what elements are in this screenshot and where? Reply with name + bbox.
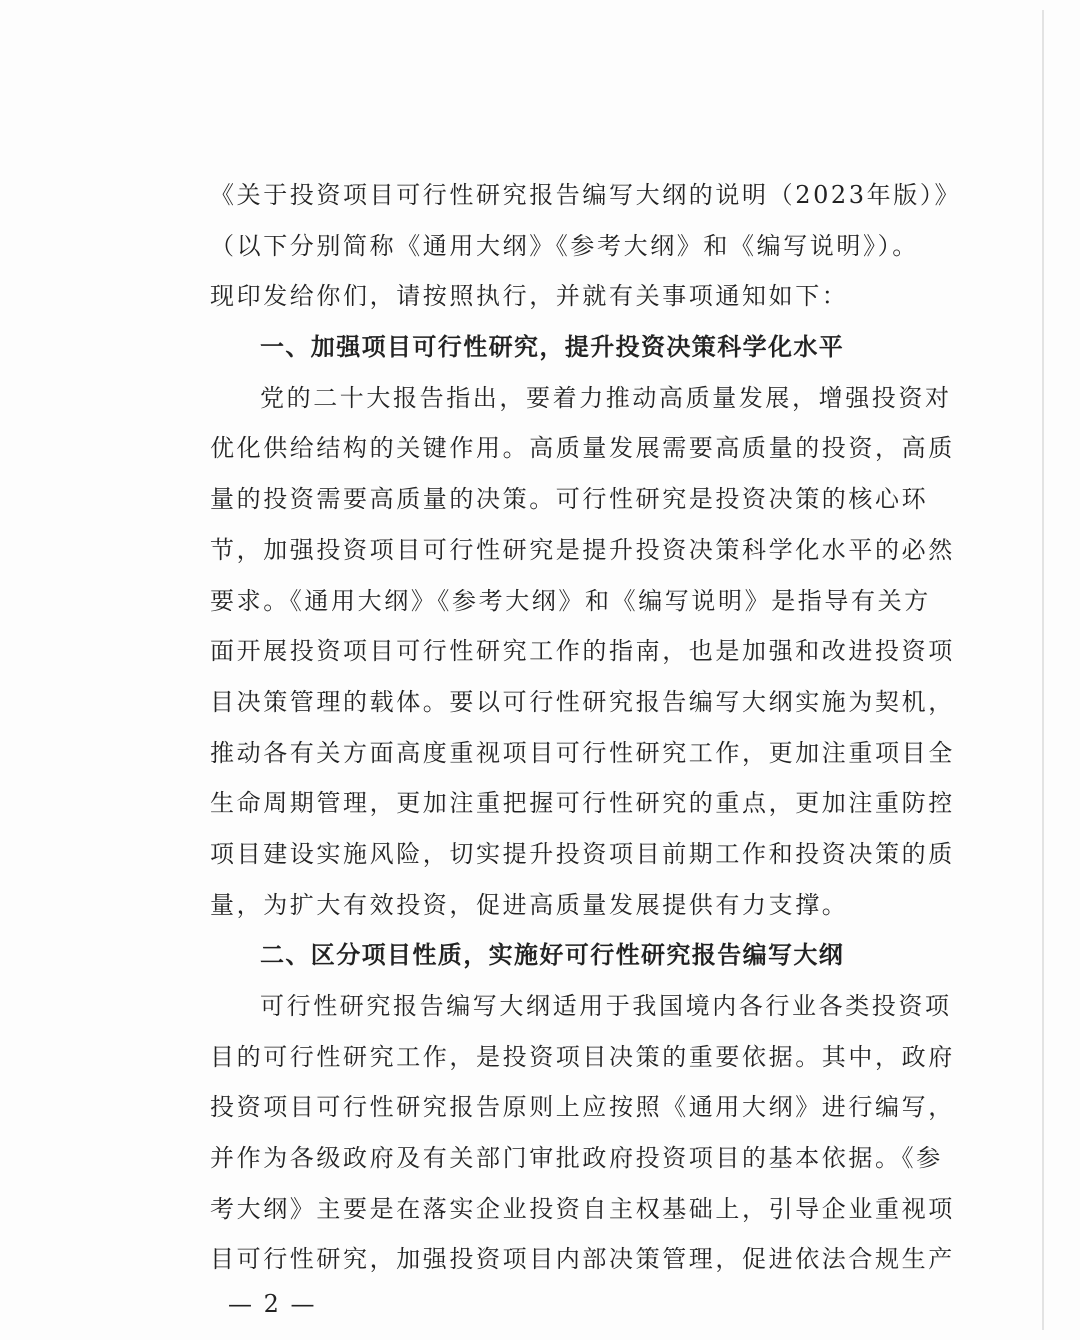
paragraph-line: 目决策管理的载体。要以可行性研究报告编写大纲实施为契机， [210,687,955,716]
paragraph-line: 可行性研究报告编写大纲适用于我国境内各行业各类投资项 [260,992,952,1020]
paragraph-line: 目的可行性研究工作，是投资项目决策的重要依据。其中，政府 [210,1042,955,1071]
section-heading-2: 二、区分项目性质，实施好可行性研究报告编写大纲 [260,941,845,970]
body-line-continuation: 《关于投资项目可行性研究报告编写大纲的说明（2023年版）》 [210,181,962,209]
paragraph-line: 推动各有关方面高度重视项目可行性研究工作，更加注重项目全 [210,738,955,767]
body-line-continuation: （以下分别简称《通用大纲》《参考大纲》和《编写说明》）。 [210,231,919,260]
section-heading-1: 一、加强项目可行性研究，提升投资决策科学化水平 [260,333,845,362]
document-body [210,170,962,1285]
paragraph-line: 考大纲》主要是在落实企业投资自主权基础上，引导企业重视项 [210,1194,955,1223]
paragraph-line: 生命周期管理，更加注重把握可行性研究的重点，更加注重防控 [210,789,955,818]
paragraph-line: 项目建设实施风险，切实提升投资项目前期工作和投资决策的质 [210,839,955,868]
paragraph-line: 量，为扩大有效投资，促进高质量发展提供有力支撑。 [210,890,849,919]
paragraph-line: 目可行性研究，加强投资项目内部决策管理，促进依法合规生产 [210,1245,955,1274]
paragraph-line: 要求。《通用大纲》《参考大纲》和《编写说明》是指导有关方 [210,586,931,615]
paragraph-line: 并作为各级政府及有关部门审批政府投资项目的基本依据。《参 [210,1144,943,1173]
paragraph-line: 投资项目可行性研究报告原则上应按照《通用大纲》进行编写， [210,1093,955,1122]
paragraph-line: 面开展投资项目可行性研究工作的指南，也是加强和改进投资项 [210,637,955,666]
paragraph-line: 量的投资需要高质量的决策。可行性研究是投资决策的核心环 [210,485,929,514]
paragraph-line: 党的二十大报告指出，要着力推动高质量发展，增强投资对 [260,383,952,412]
paragraph-line: 优化供给结构的关键作用。高质量发展需要高质量的投资，高质 [210,434,955,463]
paragraph-line: 节，加强投资项目可行性研究是提升投资决策科学化水平的必然 [210,535,955,564]
page-edge-divider [1042,10,1044,1330]
page-number: — 2 — [228,1290,317,1318]
body-line-continuation: 现印发给你们，请按照执行，并就有关事项通知如下： [210,282,849,311]
